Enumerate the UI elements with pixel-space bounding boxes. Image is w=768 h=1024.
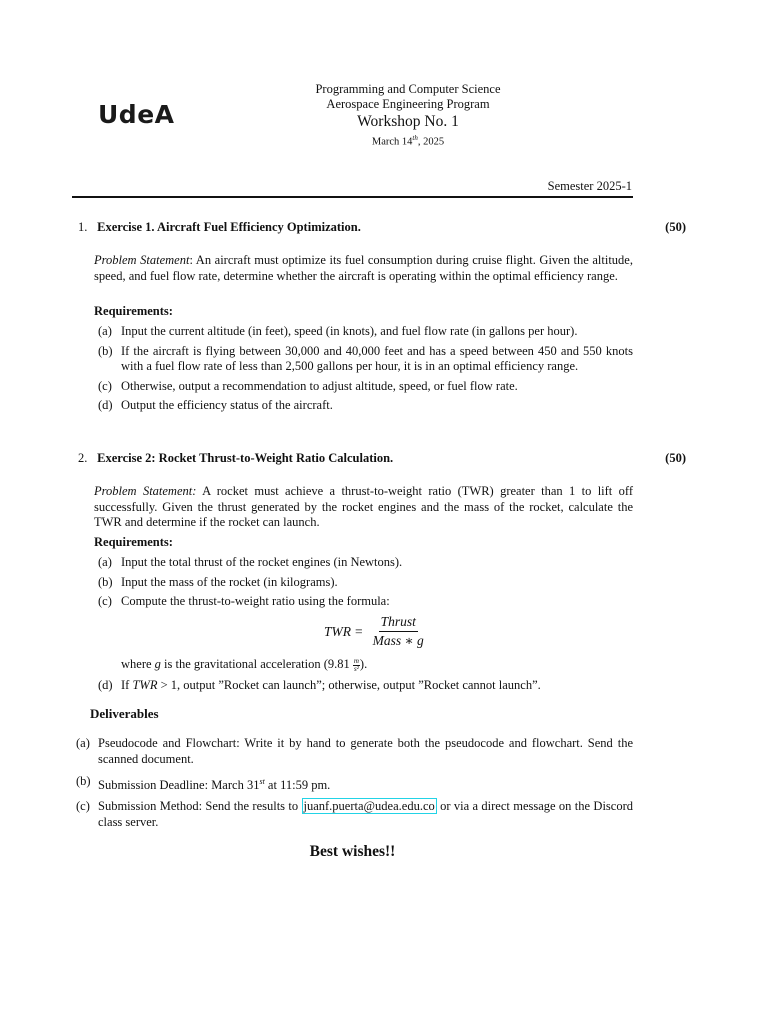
exercise-2-requirements-label: Requirements:	[94, 535, 173, 549]
workshop-title: Workshop No. 1	[357, 113, 459, 130]
exercise-2-requirements-list-continued	[94, 678, 633, 698]
document-header	[250, 82, 566, 150]
list-item: (d) If TWR > 1, output ”Rocket can launch”; otherwise, output ”Rocket cannot launch”.	[98, 678, 541, 692]
exercise-2-title: Exercise 2: Rocket Thrust-to-Weight Ratio Calculation.	[97, 451, 394, 465]
workshop-date: March 14th, 2025	[371, 134, 445, 148]
formula-fraction	[373, 614, 424, 649]
twr-formula	[324, 614, 424, 649]
list-item: (b) If the aircraft is flying between 30,000 and 40,000 feet and has a speed between 450 and 550 knots with a fuel flow rate of less than 2,500 gallons per hour, it is in an optimal efficiency range.	[98, 343, 633, 373]
deliverables-list	[76, 736, 633, 767]
exercise-1-points: (50)	[665, 220, 686, 234]
exercise-2-statement: Problem Statement: A rocket must achieve a thrust-to-weight ratio (TWR) greater than 1 to lift off successfully. Given the thrust generated by the rocket engines and the mass of the rocket, calculate the TWR and determine if the rocket can launch.	[94, 484, 633, 529]
formula-lhs: TWR	[324, 623, 351, 639]
exercise-1-requirements-label: Requirements:	[94, 304, 173, 318]
exercise-1-title: Exercise 1. Aircraft Fuel Efficiency Optimization.	[97, 220, 361, 234]
list-item: (b) Submission Deadline: March 31st at 11:59 pm.	[76, 774, 331, 793]
exercise-1-number: 1.	[78, 220, 88, 234]
list-item: (a) Input the total thrust of the rocket engines (in Newtons).	[98, 555, 403, 569]
closing-message: Best wishes!!	[309, 843, 396, 860]
unit-fraction: $\frac{m}{\text{s²}}$	[353, 656, 359, 673]
formula-denominator: Mass ∗ g	[372, 633, 424, 648]
exercise-1-heading	[78, 220, 686, 235]
program-line: Aerospace Engineering Program	[326, 97, 490, 111]
semester-label: Semester 2025-1	[547, 179, 632, 193]
deliverables-heading: Deliverables	[90, 706, 159, 721]
list-item: (c) Submission Method: Send the results to juanf.puerta@udea.edu.co or via a direct message on the Discord class server.	[76, 799, 633, 829]
deliverables-list-c	[76, 799, 633, 830]
email-link[interactable]: juanf.puerta@udea.edu.co	[303, 799, 435, 813]
formula-equals: =	[355, 623, 363, 639]
list-item: (c) Compute the thrust-to-weight ratio using the formula:	[98, 594, 390, 608]
exercise-1-requirements-list	[94, 324, 633, 418]
udea-logo: UdeA	[98, 100, 175, 129]
list-item: (a) Pseudocode and Flowchart: Write it by hand to generate both the pseudocode and flowchart. Send the scanned document.	[76, 736, 633, 766]
formula-numerator: Thrust	[379, 614, 418, 632]
exercise-2-number: 2.	[78, 451, 88, 465]
list-item: (d) Output the efficiency status of the aircraft.	[98, 398, 333, 412]
exercise-1-statement: Problem Statement: An aircraft must optimize its fuel consumption during cruise flight. Given the altitude, speed, and fuel flow rate, determine whether the aircraft is operating within the optimal efficiency range.	[94, 253, 633, 283]
exercise-2-heading	[78, 451, 686, 466]
list-item: (a) Input the current altitude (in feet), speed (in knots), and fuel flow rate (in gallons per hour).	[98, 324, 578, 338]
header-divider	[72, 196, 633, 198]
exercise-2-points: (50)	[665, 451, 686, 465]
deliverables-list-b	[76, 774, 633, 794]
list-item: (b) Input the mass of the rocket (in kilograms).	[98, 574, 338, 589]
department-line: Programming and Computer Science	[315, 82, 501, 96]
gravity-note: where g is the gravitational acceleration (9.81 $\frac{m}{\text{s²}}$ ).	[121, 656, 368, 673]
list-item: (c) Otherwise, output a recommendation to adjust altitude, speed, or fuel flow rate.	[98, 378, 518, 393]
exercise-2-requirements-list	[94, 555, 633, 614]
